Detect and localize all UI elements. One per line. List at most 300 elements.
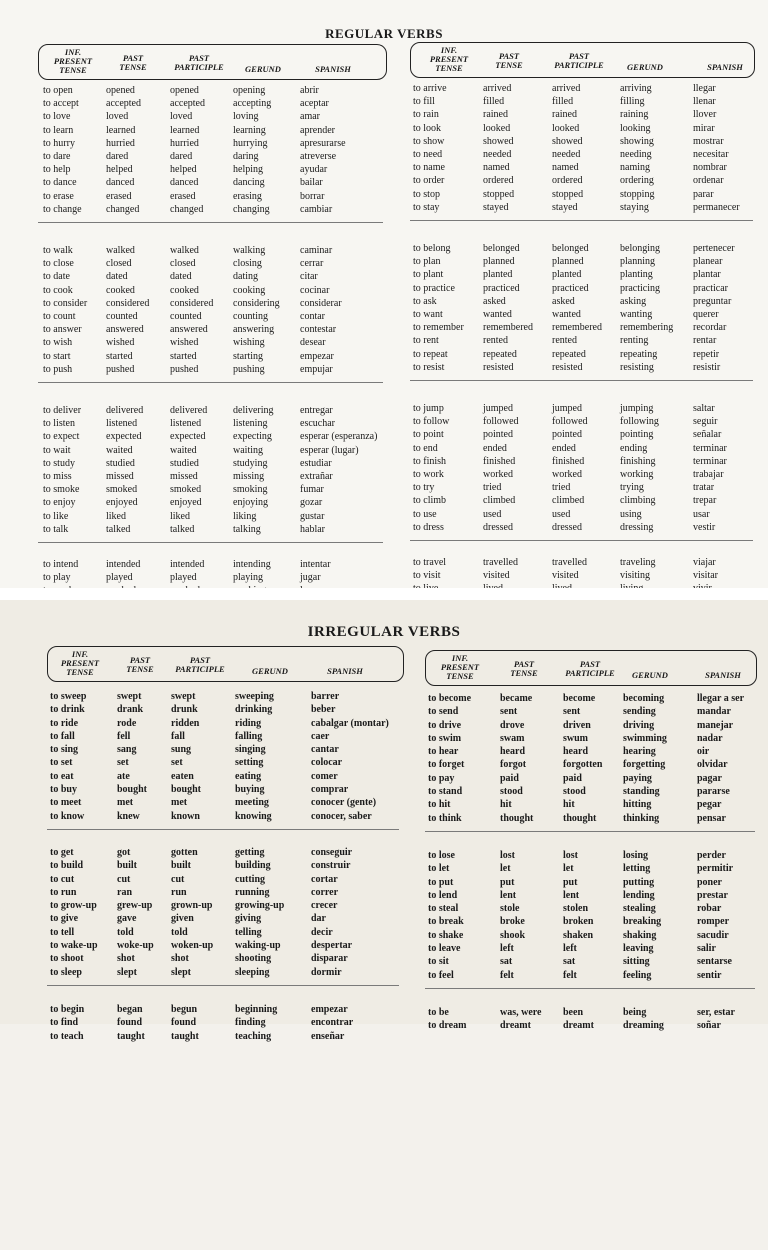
past-participle-cell: met [171, 797, 188, 809]
past-participle-cell: known [171, 810, 200, 822]
past-participle-cell: accepted [170, 98, 205, 110]
past-participle-cell: showed [552, 135, 583, 147]
past-tense-cell: enjoyed [106, 497, 138, 509]
infinitive-cell: to ask [413, 295, 437, 307]
past-tense-cell: walked [106, 245, 135, 256]
verb-row [47, 796, 402, 809]
infinitive-cell: to remember [413, 322, 464, 334]
past-tense-cell: let [500, 863, 511, 875]
past-tense-cell: wished [106, 337, 135, 349]
infinitive-cell: to send [428, 706, 459, 718]
spanish-cell: tratar [693, 482, 715, 494]
verb-row [425, 745, 755, 758]
verb-row [425, 732, 755, 745]
past-participle-cell: dressed [552, 521, 582, 533]
gerund-cell: sitting [623, 956, 650, 968]
past-participle-cell: become [563, 693, 596, 704]
past-tense-cell: shot [117, 953, 135, 965]
gerund-cell: sweeping [235, 691, 274, 702]
gerund-cell: starting [233, 350, 263, 362]
verb-row [38, 257, 385, 270]
verb-row [410, 442, 753, 455]
past-participle-cell: broken [563, 916, 594, 928]
verb-row [410, 494, 753, 507]
spanish-cell: terminar [693, 442, 727, 454]
past-tense-cell: rented [483, 335, 508, 347]
verb-row [38, 244, 385, 257]
gerund-cell: remembering [620, 322, 674, 334]
infinitive-cell: to want [413, 308, 443, 320]
infinitive-cell: to count [43, 310, 76, 322]
verb-row [38, 323, 385, 336]
spanish-cell: bailar [300, 177, 323, 189]
past-participle-cell: stopped [552, 188, 584, 200]
verb-row [425, 889, 755, 902]
header-line: GERUND [252, 666, 288, 676]
gerund-cell: missing [233, 470, 265, 482]
gerund-cell: sending [623, 706, 656, 718]
gerund-cell: walking [233, 245, 266, 256]
past-tense-cell: loved [106, 111, 129, 123]
spanish-cell: practicar [693, 282, 728, 294]
past-participle-cell: practiced [552, 282, 589, 294]
spanish-cell: borrar [300, 190, 325, 202]
header-spanish [693, 671, 753, 680]
past-participle-cell: felt [563, 969, 577, 981]
past-tense-cell: sent [500, 706, 518, 718]
header-infinitive [430, 654, 490, 681]
spanish-cell: estudiar [300, 457, 332, 469]
past-tense-cell: missed [106, 470, 134, 482]
verb-row [38, 496, 385, 509]
header-line: PARTICIPLE [554, 60, 604, 70]
infinitive-cell: to finish [413, 455, 447, 467]
past-participle-cell: let [563, 863, 574, 875]
spanish-cell: cocinar [300, 284, 330, 296]
spanish-cell: entregar [300, 405, 333, 416]
past-participle-cell: given [171, 913, 194, 925]
past-tense-cell: erased [106, 190, 132, 202]
past-participle-cell: bought [171, 784, 202, 796]
gerund-cell: looking [620, 122, 651, 134]
header-line: TENSE [510, 668, 538, 678]
past-tense-cell: felt [500, 969, 514, 981]
group-separator [410, 540, 753, 541]
spanish-cell: cantar [311, 744, 339, 756]
spanish-cell: cerrar [300, 258, 324, 270]
past-participle-cell: resisted [552, 361, 583, 373]
infinitive-cell: to leave [428, 943, 461, 955]
past-tense-cell: ordered [483, 175, 514, 187]
verb-group [38, 244, 385, 376]
spanish-cell: hablar [300, 523, 325, 535]
infinitive-cell: to name [413, 162, 445, 174]
infinitive-cell: to be [428, 1007, 449, 1018]
gerund-cell: resisting [620, 361, 654, 373]
infinitive-cell: to arrive [413, 83, 447, 94]
spanish-cell: despertar [311, 940, 353, 952]
infinitive-cell: to change [43, 203, 82, 215]
verb-row [410, 174, 753, 187]
verb-row [425, 758, 755, 771]
past-participle-cell: sung [171, 744, 192, 756]
past-participle-cell: set [171, 757, 183, 769]
header-spanish [315, 667, 375, 676]
verb-row [38, 270, 385, 283]
infinitive-cell: to belong [413, 243, 451, 254]
verb-row [425, 705, 755, 718]
gerund-cell: closing [233, 258, 262, 270]
past-tense-cell: belonged [483, 243, 520, 254]
past-participle-cell: considered [170, 297, 214, 309]
header-line: PAST [513, 659, 535, 669]
spanish-cell: permanecer [693, 201, 740, 213]
infinitive-cell: to set [50, 757, 73, 769]
header-infinitive [43, 48, 103, 75]
infinitive-cell: to become [428, 693, 472, 704]
infinitive-cell: to run [50, 886, 77, 898]
gerund-cell: finishing [620, 455, 656, 467]
past-participle-cell: begun [171, 1004, 198, 1015]
past-tense-cell: cut [117, 873, 131, 885]
gerund-cell: opening [233, 85, 266, 96]
verb-row [425, 915, 755, 928]
verb-row [410, 188, 753, 201]
verb-row [410, 268, 753, 281]
past-tense-cell: filled [483, 96, 505, 108]
past-tense-cell: taught [117, 1030, 145, 1042]
verb-row [38, 558, 385, 571]
spanish-cell: atreverse [300, 150, 337, 162]
spanish-cell: decir [311, 926, 333, 938]
gerund-cell: eating [235, 770, 262, 782]
past-tense-cell: accepted [106, 98, 141, 110]
spanish-cell: comprar [311, 784, 349, 796]
infinitive-cell: to dress [413, 521, 444, 533]
verb-row [47, 730, 402, 743]
infinitive-cell: to plan [413, 256, 441, 268]
verb-group [47, 690, 402, 823]
past-participle-cell: forgotten [563, 759, 603, 771]
spanish-cell: abrir [300, 85, 319, 96]
past-participle-cell: changed [170, 203, 204, 215]
past-tense-cell: learned [106, 124, 136, 136]
past-participle-cell: slept [171, 966, 191, 978]
past-participle-cell: cooked [170, 284, 199, 296]
past-tense-cell: used [483, 508, 502, 520]
past-participle-cell: woken-up [171, 940, 214, 952]
verb-group [47, 846, 402, 979]
past-tense-cell: gave [117, 913, 137, 925]
spanish-cell: cambiar [300, 203, 333, 215]
verb-row [425, 719, 755, 732]
infinitive-cell: to look [413, 122, 442, 134]
spanish-cell: extrañar [300, 470, 333, 482]
verb-row [38, 203, 385, 216]
past-participle-cell: heard [563, 746, 588, 758]
verb-row [47, 859, 402, 872]
past-participle-cell: drunk [171, 704, 198, 716]
gerund-cell: smoking [233, 484, 268, 496]
spanish-cell: plantar [693, 269, 721, 281]
gerund-cell: daring [233, 150, 259, 162]
past-tense-cell: swam [500, 732, 525, 744]
past-participle-cell: tried [552, 482, 571, 494]
infinitive-cell: to answer [43, 324, 82, 336]
past-tense-cell: closed [106, 258, 132, 270]
verb-row [38, 297, 385, 310]
gerund-cell: thinking [623, 812, 660, 824]
verb-row [425, 785, 755, 798]
infinitive-cell: to practice [413, 282, 455, 294]
infinitive-cell: to cut [50, 873, 75, 885]
gerund-cell: practicing [620, 282, 660, 294]
past-participle-cell: planned [552, 256, 584, 268]
header-line: SPANISH [705, 670, 741, 680]
infinitive-cell: to break [428, 916, 464, 928]
past-participle-cell: closed [170, 258, 196, 270]
gerund-cell: waiting [233, 444, 263, 456]
gerund-cell: dressing [620, 521, 654, 533]
header-gerund [233, 65, 293, 74]
infinitive-cell: to lend [428, 889, 458, 901]
past-participle-cell: travelled [552, 557, 587, 568]
header-past-tense [479, 52, 539, 70]
spanish-cell: sentarse [697, 956, 732, 968]
past-participle-cell: wished [170, 337, 199, 349]
past-tense-cell: set [117, 757, 129, 769]
verb-row [425, 876, 755, 889]
spanish-cell: sacudir [697, 929, 729, 941]
past-tense-cell: pointed [483, 429, 513, 441]
past-participle-cell: hit [563, 799, 575, 811]
infinitive-cell: to dream [428, 1020, 467, 1032]
infinitive-cell: to smoke [43, 484, 80, 496]
group-separator [47, 829, 399, 830]
group-separator [38, 382, 383, 383]
gerund-cell: intending [233, 559, 271, 570]
verb-group [38, 84, 385, 216]
past-tense-cell: planted [483, 269, 513, 281]
past-participle-cell: learned [170, 124, 200, 136]
spanish-cell: llegar [693, 83, 716, 94]
past-participle-cell: remembered [552, 322, 602, 334]
past-tense-cell: named [483, 162, 510, 174]
header-line: PAST [129, 655, 151, 665]
spanish-cell: beber [311, 704, 336, 716]
verb-row [47, 1003, 402, 1016]
past-tense-cell: ran [117, 886, 132, 898]
infinitive-cell: to get [50, 847, 74, 858]
gerund-cell: breaking [623, 916, 662, 928]
infinitive-cell: to swim [428, 732, 462, 744]
past-participle-cell: wanted [552, 308, 581, 320]
verb-row [47, 1030, 402, 1043]
infinitive-cell: to jump [413, 403, 444, 414]
spanish-cell: seguir [693, 416, 718, 428]
verb-row [38, 97, 385, 110]
infinitive-cell: to grow-up [50, 900, 97, 912]
past-tense-cell: talked [106, 523, 131, 535]
past-tense-cell: dreamt [500, 1020, 531, 1032]
gerund-cell: forgetting [623, 759, 666, 771]
verb-row [410, 402, 753, 415]
infinitive-cell: to find [50, 1017, 79, 1029]
infinitive-cell: to push [43, 363, 73, 375]
verb-row [47, 899, 402, 912]
spanish-cell: escuchar [300, 418, 335, 430]
past-participle-cell: ended [552, 442, 576, 454]
past-tense-cell: forgot [500, 759, 527, 771]
gerund-cell: dating [233, 271, 258, 283]
verb-row [38, 124, 385, 137]
spanish-cell: considerar [300, 297, 342, 309]
past-tense-cell: listened [106, 418, 138, 430]
gerund-cell: using [620, 508, 642, 520]
past-tense-cell: knew [117, 810, 140, 822]
past-participle-cell: asked [552, 295, 575, 307]
gerund-cell: growing-up [235, 900, 285, 912]
infinitive-cell: to meet [50, 797, 82, 809]
past-participle-cell: started [170, 350, 197, 362]
past-tense-cell: cooked [106, 284, 135, 296]
gerund-cell: shaking [623, 929, 657, 941]
past-tense-cell: delivered [106, 405, 144, 416]
past-tense-cell: considered [106, 297, 150, 309]
verb-row [410, 415, 753, 428]
spanish-cell: empezar [300, 350, 334, 362]
past-tense-cell: drank [117, 704, 144, 716]
verb-row [38, 430, 385, 443]
spanish-cell: contar [300, 310, 325, 322]
infinitive-cell: to talk [43, 523, 69, 535]
column-header-box [38, 44, 387, 80]
group-separator [38, 542, 383, 543]
infinitive-cell: to hit [428, 799, 451, 811]
gerund-cell: stealing [623, 903, 656, 915]
left-column [38, 44, 385, 644]
header-infinitive [419, 46, 479, 73]
gerund-cell: cooking [233, 284, 266, 296]
past-tense-cell: stood [500, 786, 523, 798]
verb-row [410, 348, 753, 361]
infinitive-cell: to stop [413, 188, 440, 200]
spanish-cell: esperar (esperanza) [300, 431, 378, 443]
past-participle-cell: built [171, 860, 192, 872]
gerund-cell: visiting [620, 570, 651, 582]
gerund-cell: loving [233, 111, 259, 123]
infinitive-cell: to repeat [413, 348, 448, 360]
gerund-cell: stopping [620, 188, 655, 200]
verb-row [425, 772, 755, 785]
verb-row [38, 470, 385, 483]
past-participle-cell: used [552, 508, 571, 520]
past-participle-cell: belonged [552, 243, 589, 254]
spanish-cell: pertenecer [693, 243, 735, 254]
infinitive-cell: to follow [413, 416, 450, 428]
gerund-cell: repeating [620, 348, 658, 360]
verb-row [425, 969, 755, 982]
header-infinitive [50, 650, 110, 677]
infinitive-cell: to visit [413, 570, 441, 582]
infinitive-cell: to sleep [50, 966, 82, 978]
spanish-cell: esperar (lugar) [300, 444, 359, 456]
gerund-cell: counting [233, 310, 268, 322]
spanish-cell: viajar [693, 557, 716, 568]
verb-row [47, 1016, 402, 1029]
header-past-tense [103, 54, 163, 72]
past-participle-cell: cut [171, 873, 185, 885]
header-spanish [695, 63, 755, 72]
gerund-cell: feeling [623, 969, 652, 981]
gerund-cell: ordering [620, 175, 654, 187]
infinitive-cell: to buy [50, 784, 77, 796]
gerund-cell: leaving [623, 943, 654, 955]
past-participle-cell: walked [170, 245, 199, 256]
past-participle-cell: been [563, 1007, 583, 1018]
header-line: GERUND [632, 670, 668, 680]
verb-row [410, 282, 753, 295]
past-participle-cell: hurried [170, 137, 199, 149]
left-column [47, 646, 402, 1246]
spanish-cell: visitar [693, 570, 718, 582]
past-tense-cell: stole [500, 903, 520, 915]
gerund-cell: letting [623, 863, 651, 875]
verb-row [410, 569, 753, 582]
gerund-cell: sleeping [235, 966, 270, 978]
verb-row [410, 95, 753, 108]
spanish-cell: caer [311, 730, 330, 742]
past-tense-cell: arrived [483, 83, 512, 94]
spanish-cell: rentar [693, 335, 717, 347]
spanish-cell: vestir [693, 521, 716, 533]
past-tense-cell: rained [483, 109, 508, 121]
past-tense-cell: drove [500, 719, 525, 731]
header-line: TENSE [446, 671, 474, 681]
verb-row [410, 508, 753, 521]
infinitive-cell: to try [413, 482, 435, 494]
infinitive-cell: to shake [428, 929, 464, 941]
past-tense-cell: climbed [483, 495, 516, 507]
spanish-cell: amar [300, 111, 320, 123]
past-participle-cell: erased [170, 190, 196, 202]
past-participle-cell: stayed [552, 201, 578, 213]
past-participle-cell: eaten [171, 770, 194, 782]
spanish-cell: intentar [300, 559, 331, 570]
gerund-cell: getting [235, 847, 265, 858]
gerund-cell: studying [233, 457, 268, 469]
gerund-cell: cutting [235, 873, 265, 885]
past-tense-cell: fell [117, 730, 131, 742]
verb-row [425, 798, 755, 811]
spanish-cell: colocar [311, 757, 343, 769]
infinitive-cell: to erase [43, 190, 74, 202]
verb-row [38, 310, 385, 323]
header-line: SPANISH [327, 666, 363, 676]
past-participle-cell: dated [170, 271, 192, 283]
gerund-cell: pointing [620, 429, 654, 441]
past-tense-cell: hurried [106, 137, 135, 149]
spanish-cell: olvidar [697, 759, 728, 771]
past-participle-cell: missed [170, 470, 198, 482]
past-participle-cell: needed [552, 148, 581, 160]
infinitive-cell: to stay [413, 201, 440, 213]
spanish-cell: llegar a ser [697, 693, 745, 704]
infinitive-cell: to wait [43, 444, 71, 456]
gerund-cell: standing [623, 786, 660, 798]
verb-row [38, 444, 385, 457]
spanish-cell: gustar [300, 510, 325, 522]
